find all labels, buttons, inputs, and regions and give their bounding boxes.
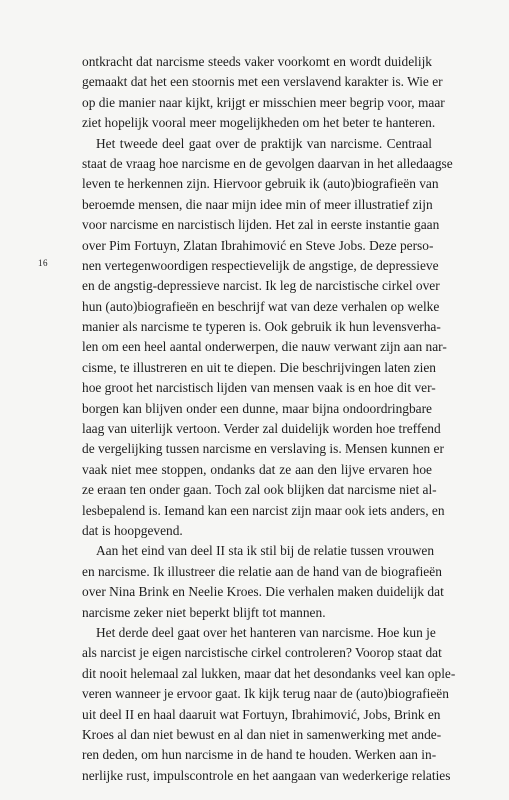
text-line: ziet hopelijk vooral meer mogelijkheden om het beter te hanteren. (82, 115, 436, 131)
paragraph (82, 541, 444, 623)
text-line: ren deden, om hun narcisme in de hand te houden. Werken aan in- (82, 747, 437, 763)
text-line: Het derde deel gaat over het hanteren van narcisme. Hoe kun je (96, 624, 436, 640)
text-line: de vergelijking tussen narcisme en verslaving is. Mensen kunnen er (82, 441, 444, 457)
text-line: dit nooit helemaal zal lukken, maar dat het desondanks veel kan ople- (82, 665, 456, 681)
text-line: op die manier naar kijkt, krijgt er misschien meer begrip voor, maar (82, 94, 445, 110)
text-line: voor narcisme en narcistisch lijden. Het zal in eerste instantie gaan (82, 217, 440, 233)
text-line: len om een heel aantal onderwerpen, die nauw verwant zijn aan nar- (82, 339, 447, 355)
text-line: ze eraan ten onder gaan. Toch zal ook blijken dat narcisme niet al- (82, 482, 437, 498)
text-line: Het tweede deel gaat over de praktijk van narcisme. Centraal (96, 135, 432, 151)
paragraph (82, 134, 453, 542)
body-text (82, 52, 456, 786)
text-line: uit deel II en haal daaruit wat Fortuyn, Ibrahimović, Jobs, Brink en (82, 706, 441, 722)
text-line: Kroes al dan niet bewust en al dan niet in samenwerking met ande- (82, 726, 442, 742)
paragraph (82, 52, 445, 134)
paragraph (82, 623, 456, 786)
text-line: als narcist je eigen narcistische cirkel controleren? Voorop staat dat (82, 645, 442, 661)
text-line: laag van uiterlijk vertoon. Verder zal duidelijk worden hoe treffend (82, 421, 441, 437)
page-number: 16 (38, 258, 48, 268)
text-line: gemaakt dat het een stoornis met een verslavend karakter is. Wie er (82, 74, 443, 90)
text-line: over Pim Fortuyn, Zlatan Ibrahimović en Steve Jobs. Deze perso- (82, 237, 434, 253)
text-line: hun (auto)biografieën en beschrijf wat van deze verhalen op welke (82, 298, 440, 314)
text-line: veren wanneer je ervoor gaat. Ik kijk terug naar de (auto)biografieën (82, 686, 449, 702)
text-line: en narcisme. Ik illustreer die relatie aan de hand van de biografieën (82, 563, 442, 579)
text-line: beroemde mensen, die naar mijn idee min of meer illustratief zijn (82, 196, 433, 212)
text-line: over Nina Brink en Neelie Kroes. Die verhalen maken duidelijk dat (82, 584, 444, 600)
text-line: nerlijke rust, impulscontrole en het aangaan van wederkerige relaties (82, 767, 451, 783)
text-line: staat de vraag hoe narcisme en de gevolgen daarvan in het alledaagse (82, 155, 453, 171)
text-line: leven te herkennen zijn. Hiervoor gebruik ik (auto)biografieën van (82, 176, 439, 192)
text-line: en de angstig-depressieve narcist. Ik leg de narcistische cirkel over (82, 278, 440, 294)
text-line: ontkracht dat narcisme steeds vaker voorkomt en wordt duidelijk (82, 54, 432, 69)
text-line: cisme, te illustreren en uit te diepen. Die beschrijvingen laten zien (82, 359, 436, 375)
text-line: hoe groot het narcistisch lijden van mensen vaak is en hoe dit ver- (82, 380, 436, 396)
text-line: manier als narcisme te typeren is. Ook gebruik ik hun levensverha- (82, 319, 441, 335)
text-line: narcisme zeker niet beperkt blijft tot mannen. (82, 604, 326, 620)
text-line: dat is hoopgevend. (82, 522, 183, 538)
text-line: vaak niet mee stoppen, ondanks dat ze aan den lijve ervaren hoe (82, 461, 432, 477)
text-line: borgen kan blijven onder een dunne, maar bijna ondoordringbare (82, 400, 432, 416)
text-line: lesbepalend is. Iemand kan een narcist zijn maar ook iets anders, en (82, 502, 445, 518)
text-line: nen vertegenwoordigen respectievelijk de angstige, de depressieve (82, 257, 439, 273)
text-line: Aan het eind van deel II sta ik stil bij de relatie tussen vrouwen (96, 543, 435, 559)
